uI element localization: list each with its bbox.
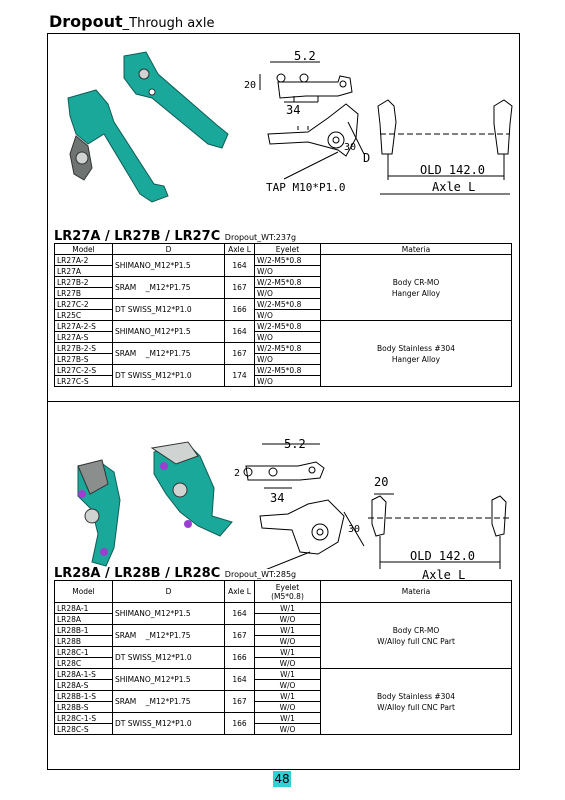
eyelet-cell: W/O — [255, 658, 321, 669]
material-cell: Body Stainless #304 Hanger Alloy — [321, 321, 512, 387]
model-cell: LR28B — [55, 636, 113, 647]
axle-cell: 164 — [225, 321, 255, 343]
old-label: OLD 142.0 — [410, 549, 476, 563]
d-cell: SRAM _M12*P1.75 — [113, 625, 225, 647]
axle-cell: 166 — [225, 713, 255, 735]
axle-cell: 166 — [225, 647, 255, 669]
lr27-figure — [48, 34, 519, 234]
material-cell: Body CR-MO Hanger Alloy — [321, 255, 512, 321]
col-model: Model — [55, 581, 113, 603]
eyelet-cell: W/O — [255, 680, 321, 691]
eyelet-cell: W/2-M5*0.8 — [255, 365, 321, 376]
eyelet-cell: W/2-M5*0.8 — [255, 299, 321, 310]
d-cell: DT SWISS_M12*P1.0 — [113, 713, 225, 735]
model-cell: LR27A-2 — [55, 255, 113, 266]
axle-cell: 167 — [225, 625, 255, 647]
axle-cell: 174 — [225, 365, 255, 387]
lr28-axle-label: Axle L — [422, 568, 466, 582]
material-cell: Body Stainless #304 W/Alloy full CNC Part — [321, 669, 512, 735]
col-material: Materia — [321, 581, 512, 603]
axle-cell: 166 — [225, 299, 255, 321]
model-cell: LR28C-1-S — [55, 713, 113, 724]
section-divider — [48, 401, 519, 402]
model-cell: LR27B-S — [55, 354, 113, 365]
table-header-row — [55, 581, 512, 603]
page-header — [49, 12, 214, 31]
col-material: Materia — [321, 244, 512, 255]
lr27-technical-drawing — [260, 62, 364, 179]
dim-20: 20 — [374, 475, 389, 489]
model-cell: LR27A-2-S — [55, 321, 113, 332]
col-eyelet: Eyelet — [255, 244, 321, 255]
d-cell: SRAM _M12*P1.75 — [113, 691, 225, 713]
dim-34: 34 — [286, 103, 301, 117]
eyelet-cell: W/O — [255, 354, 321, 365]
old-label: OLD 142.0 — [420, 163, 486, 177]
eyelet-cell: W/2-M5*0.8 — [255, 255, 321, 266]
dim-2: 2 — [234, 468, 241, 479]
d-cell: DT SWISS_M12*P1.0 — [113, 299, 225, 321]
lr28-figure — [48, 404, 519, 569]
lr27-spec-table — [54, 243, 512, 387]
table-row — [55, 321, 512, 332]
col-d: D — [113, 581, 225, 603]
lr27-3d-part-a — [68, 90, 168, 202]
model-cell: LR27A-S — [55, 332, 113, 343]
lr28-technical-drawing — [244, 444, 364, 569]
col-model: Model — [55, 244, 113, 255]
eyelet-cell: W/1 — [255, 625, 321, 636]
page-number: 48 — [274, 772, 290, 786]
eyelet-cell: W/O — [255, 288, 321, 299]
model-cell: LR28C-S — [55, 724, 113, 735]
d-cell: SHIMANO_M12*P1.5 — [113, 669, 225, 691]
axle-cell: 167 — [225, 691, 255, 713]
model-cell: LR28A — [55, 614, 113, 625]
table-row — [55, 603, 512, 614]
axle-cell: 167 — [225, 343, 255, 365]
col-axle: Axle L — [225, 244, 255, 255]
model-cell: LR27B — [55, 288, 113, 299]
lr27-3d-part-b — [124, 52, 228, 148]
model-cell: LR28B-1-S — [55, 691, 113, 702]
lr27-section-title: LR27A / LR27B / LR27C Dropout_WT:237g — [54, 229, 297, 244]
model-cell: LR28A-S — [55, 680, 113, 691]
table-row — [55, 255, 512, 266]
dim-5-2: 5.2 — [294, 49, 316, 63]
axle-cell: 164 — [225, 669, 255, 691]
eyelet-cell: W/2-M5*0.8 — [255, 343, 321, 354]
axle-label: Axle L — [432, 180, 476, 194]
axle-cell: 164 — [225, 255, 255, 277]
dim-20: 20 — [244, 80, 257, 91]
eyelet-cell: W/O — [255, 332, 321, 343]
eyelet-cell: W/1 — [255, 691, 321, 702]
table-row — [55, 669, 512, 680]
model-cell: LR28A-1-S — [55, 669, 113, 680]
lr28-weight: Dropout_WT:285g — [224, 570, 297, 579]
eyelet-cell: W/1 — [255, 669, 321, 680]
eyelet-cell: W/1 — [255, 603, 321, 614]
model-cell: LR27B-2 — [55, 277, 113, 288]
page-subtitle: _Through axle — [122, 16, 215, 31]
eyelet-cell: W/O — [255, 724, 321, 735]
model-cell: LR27C-2 — [55, 299, 113, 310]
lr28-3d-part-a — [78, 460, 120, 566]
lr27-weight: Dropout_WT:237g — [224, 233, 297, 242]
material-cell: Body CR-MO W/Alloy full CNC Part — [321, 603, 512, 669]
d-cell: SHIMANO_M12*P1.5 — [113, 321, 225, 343]
lr28-3d-part-b — [152, 442, 232, 536]
eyelet-cell: W/O — [255, 614, 321, 625]
eyelet-cell: W/1 — [255, 647, 321, 658]
model-cell: LR27B-2-S — [55, 343, 113, 354]
dim-30: 30 — [344, 142, 357, 153]
eyelet-cell: W/O — [255, 266, 321, 277]
model-cell: LR27C-2-S — [55, 365, 113, 376]
model-cell: LR27A — [55, 266, 113, 277]
eyelet-cell: W/O — [255, 310, 321, 321]
d-cell: DT SWISS_M12*P1.0 — [113, 365, 225, 387]
lr28-spec-table — [54, 580, 512, 735]
axle-cell: 167 — [225, 277, 255, 299]
model-cell: LR28B-1 — [55, 625, 113, 636]
dim-34: 34 — [270, 491, 285, 505]
col-axle: Axle L — [225, 581, 255, 603]
eyelet-cell: W/1 — [255, 713, 321, 724]
d-cell: DT SWISS_M12*P1.0 — [113, 647, 225, 669]
model-cell: LR28A-1 — [55, 603, 113, 614]
lr28-section-title: LR28A / LR28B / LR28C Dropout_WT:285g — [54, 566, 297, 581]
content-frame — [47, 33, 520, 770]
table-header-row — [55, 244, 512, 255]
tap-label: TAP M10*P1.0 — [266, 181, 346, 194]
col-d: D — [113, 244, 225, 255]
model-cell: LR28B-S — [55, 702, 113, 713]
model-cell: LR28C-1 — [55, 647, 113, 658]
d-cell: SRAM _M12*P1.75 — [113, 277, 225, 299]
dim-d: D — [363, 151, 371, 165]
axle-cell: 164 — [225, 603, 255, 625]
eyelet-cell: W/2-M5*0.8 — [255, 321, 321, 332]
model-cell: LR28C — [55, 658, 113, 669]
d-cell: SRAM _M12*P1.75 — [113, 343, 225, 365]
model-cell: LR27C-S — [55, 376, 113, 387]
dim-5-2: 5.2 — [284, 437, 306, 451]
eyelet-cell: W/O — [255, 636, 321, 647]
eyelet-cell: W/2-M5*0.8 — [255, 277, 321, 288]
dim-30: 30 — [348, 524, 361, 535]
eyelet-cell: W/O — [255, 702, 321, 713]
d-cell: SHIMANO_M12*P1.5 — [113, 255, 225, 277]
d-cell: SHIMANO_M12*P1.5 — [113, 603, 225, 625]
model-cell: LR25C — [55, 310, 113, 321]
col-eyelet: Eyelet (M5*0.8) — [255, 581, 321, 603]
page-title: Dropout — [49, 12, 123, 31]
lr27-dimension-labels — [244, 49, 370, 194]
eyelet-cell: W/O — [255, 376, 321, 387]
